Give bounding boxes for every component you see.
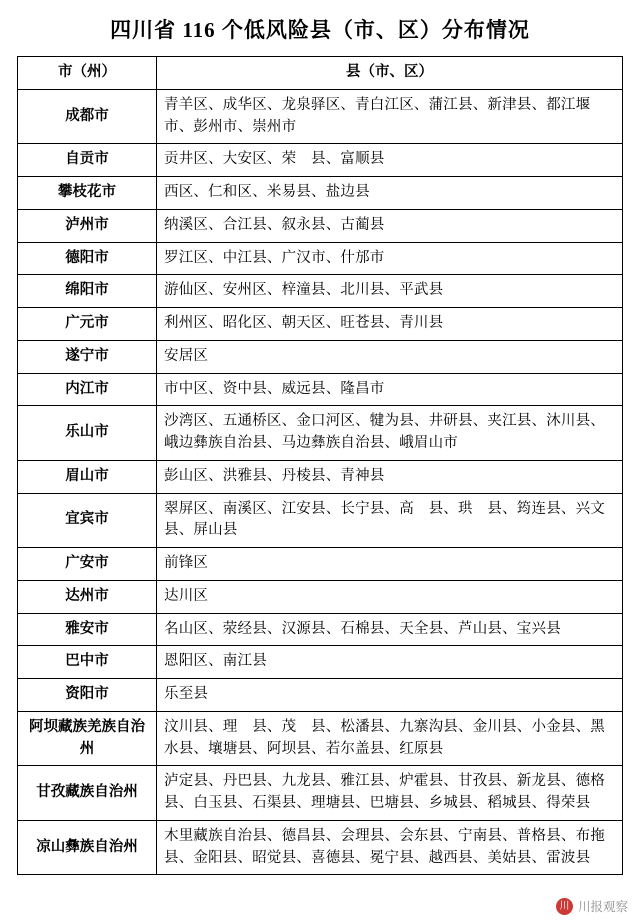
cell-city: 宜宾市: [18, 493, 157, 548]
cell-counties: 前锋区: [157, 548, 623, 581]
cell-counties: 名山区、荥经县、汉源县、石棉县、天全县、芦山县、宝兴县: [157, 613, 623, 646]
table-row: [18, 548, 623, 581]
cell-counties: 西区、仁和区、米易县、盐边县: [157, 177, 623, 210]
cell-city: 凉山彝族自治州: [18, 820, 157, 875]
table-row: [18, 275, 623, 308]
cell-city: 绵阳市: [18, 275, 157, 308]
cell-counties: 彭山区、洪雅县、丹棱县、青神县: [157, 460, 623, 493]
cell-counties: 木里藏族自治县、德昌县、会理县、会东县、宁南县、普格县、布拖县、金阳县、昭觉县、喜德县、冕宁县、越西县、美姑县、雷波县: [157, 820, 623, 875]
table-row: [18, 766, 623, 821]
cell-counties: 乐至县: [157, 679, 623, 712]
cell-city: 德阳市: [18, 242, 157, 275]
cell-counties: 达川区: [157, 580, 623, 613]
cell-city: 内江市: [18, 373, 157, 406]
cell-counties: 安居区: [157, 340, 623, 373]
cell-counties: 沙湾区、五通桥区、金口河区、犍为县、井研县、夹江县、沐川县、峨边彝族自治县、马边彝族自治县、峨眉山市: [157, 406, 623, 461]
table-body: [18, 89, 623, 875]
cell-city: 甘孜藏族自治州: [18, 766, 157, 821]
cell-city: 达州市: [18, 580, 157, 613]
table-row: [18, 209, 623, 242]
cell-city: 成都市: [18, 89, 157, 144]
cell-city: 乐山市: [18, 406, 157, 461]
table-row: [18, 144, 623, 177]
cell-city: 广安市: [18, 548, 157, 581]
page-title: 四川省 116 个低风险县（市、区）分布情况: [110, 18, 530, 42]
table-row: [18, 493, 623, 548]
cell-counties: 纳溪区、合江县、叙永县、古蔺县: [157, 209, 623, 242]
column-header-city: 市（州）: [18, 57, 157, 90]
cell-city: 泸州市: [18, 209, 157, 242]
table-row: [18, 242, 623, 275]
table-row: [18, 820, 623, 875]
cell-counties: 贡井区、大安区、荣 县、富顺县: [157, 144, 623, 177]
cell-counties: 恩阳区、南江县: [157, 646, 623, 679]
cell-city: 雅安市: [18, 613, 157, 646]
cell-counties: 罗江区、中江县、广汉市、什邡市: [157, 242, 623, 275]
table-row: [18, 308, 623, 341]
table-row: [18, 406, 623, 461]
table-header: [18, 57, 623, 90]
cell-counties: 翠屏区、南溪区、江安县、长宁县、高 县、珙 县、筠连县、兴文县、屏山县: [157, 493, 623, 548]
table-row: [18, 460, 623, 493]
table-header-row: [18, 57, 623, 90]
table-row: [18, 646, 623, 679]
cell-counties: 利州区、昭化区、朝天区、旺苍县、青川县: [157, 308, 623, 341]
watermark-label: 川报观察: [577, 900, 628, 914]
cell-city: 广元市: [18, 308, 157, 341]
cell-city: 遂宁市: [18, 340, 157, 373]
table-row: [18, 613, 623, 646]
cell-city: 资阳市: [18, 679, 157, 712]
table-row: [18, 580, 623, 613]
cell-city: 自贡市: [18, 144, 157, 177]
cell-counties: 游仙区、安州区、梓潼县、北川县、平武县: [157, 275, 623, 308]
table-row: [18, 89, 623, 144]
cell-counties: 泸定县、丹巴县、九龙县、雅江县、炉霍县、甘孜县、新龙县、德格县、白玉县、石渠县、理塘县、巴塘县、乡城县、稻城县、得荣县: [157, 766, 623, 821]
table-row: [18, 340, 623, 373]
distribution-table: [17, 56, 623, 875]
watermark-logo-icon: 川: [556, 898, 573, 915]
cell-counties: 市中区、资中县、威远县、隆昌市: [157, 373, 623, 406]
cell-city: 巴中市: [18, 646, 157, 679]
cell-city: 眉山市: [18, 460, 157, 493]
column-header-county: 县（市、区）: [157, 57, 623, 90]
cell-counties: 汶川县、理 县、茂 县、松潘县、九寨沟县、金川县、小金县、黑水县、壤塘县、阿坝县、若尔盖县、红原县: [157, 711, 623, 766]
table-row: [18, 679, 623, 712]
cell-counties: 青羊区、成华区、龙泉驿区、青白江区、蒲江县、新津县、都江堰市、彭州市、崇州市: [157, 89, 623, 144]
watermark: [556, 897, 628, 915]
table-row: [18, 373, 623, 406]
table-row: [18, 177, 623, 210]
cell-city: 攀枝花市: [18, 177, 157, 210]
table-row: [18, 711, 623, 766]
cell-city: 阿坝藏族羌族自治州: [18, 711, 157, 766]
